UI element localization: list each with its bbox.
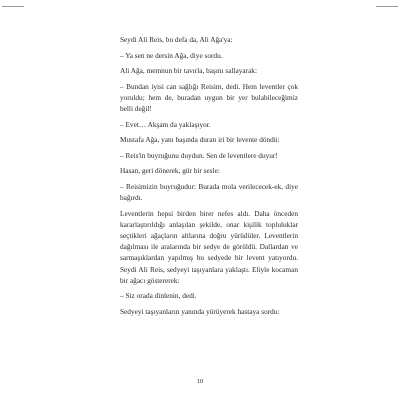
paragraph: – Evet… Akşam da yaklaşıyor. [120,119,211,129]
paragraph: Ali Ağa, memnun bir tavırla, başını sallayarak: [120,66,257,76]
paragraph: Hasan, geri dönerek, gür bir sesle: [120,166,220,176]
paragraph: – Reis'in buyruğunu duydun. Sen de leventlere duyur! [120,150,278,160]
body-text [120,34,298,321]
crop-mark-left [2,6,24,7]
paragraph: Leventlerin hepsi birden birer nefes aldı. Daha önceden kararlaştırıldığı anlaşılan şekilde, onar kişilik topluluklar seçtikleri ağaçların altlarına doğru yürüdüler. Leventlerin dağılması ile aralarında bir sedye de görüldü. Dallardan ve sarmaşıklardan yapılmış bu sedyede bir levent yatıyordu. Seydi Ali Reis, sedyeyi taşıyanlara yaklaştı. Eliyle kocaman bir ağacı göstererek: [120,208,298,285]
paragraph: Sedyeyi taşıyanların yanında yürüyerek hastaya sordu: [120,306,280,316]
paragraph: – Bundan iyisi can sağlığı Reisim, dedi. Hem leventler çok yoruldu; hem de, buradan uygun bir yer bulabileceğimiz belli değil! [120,81,298,114]
page-number: 10 [196,378,204,385]
paragraph: – Siz orada dinlenin, dedi. [120,291,197,301]
crop-mark-right [376,6,398,7]
paragraph: – Ya sen ne dersin Ağa, diye sordu. [120,50,223,60]
paragraph: Mustafa Ağa, yanı başında duran iri bir levente döndü: [120,135,280,145]
paragraph: – Reisimizin buyruğudur: Burada mola verilececek-ek, diye bağırdı. [120,181,298,202]
paragraph: Seydi Ali Reis, bu defa da, Ali Ağa'ya: [120,35,233,44]
